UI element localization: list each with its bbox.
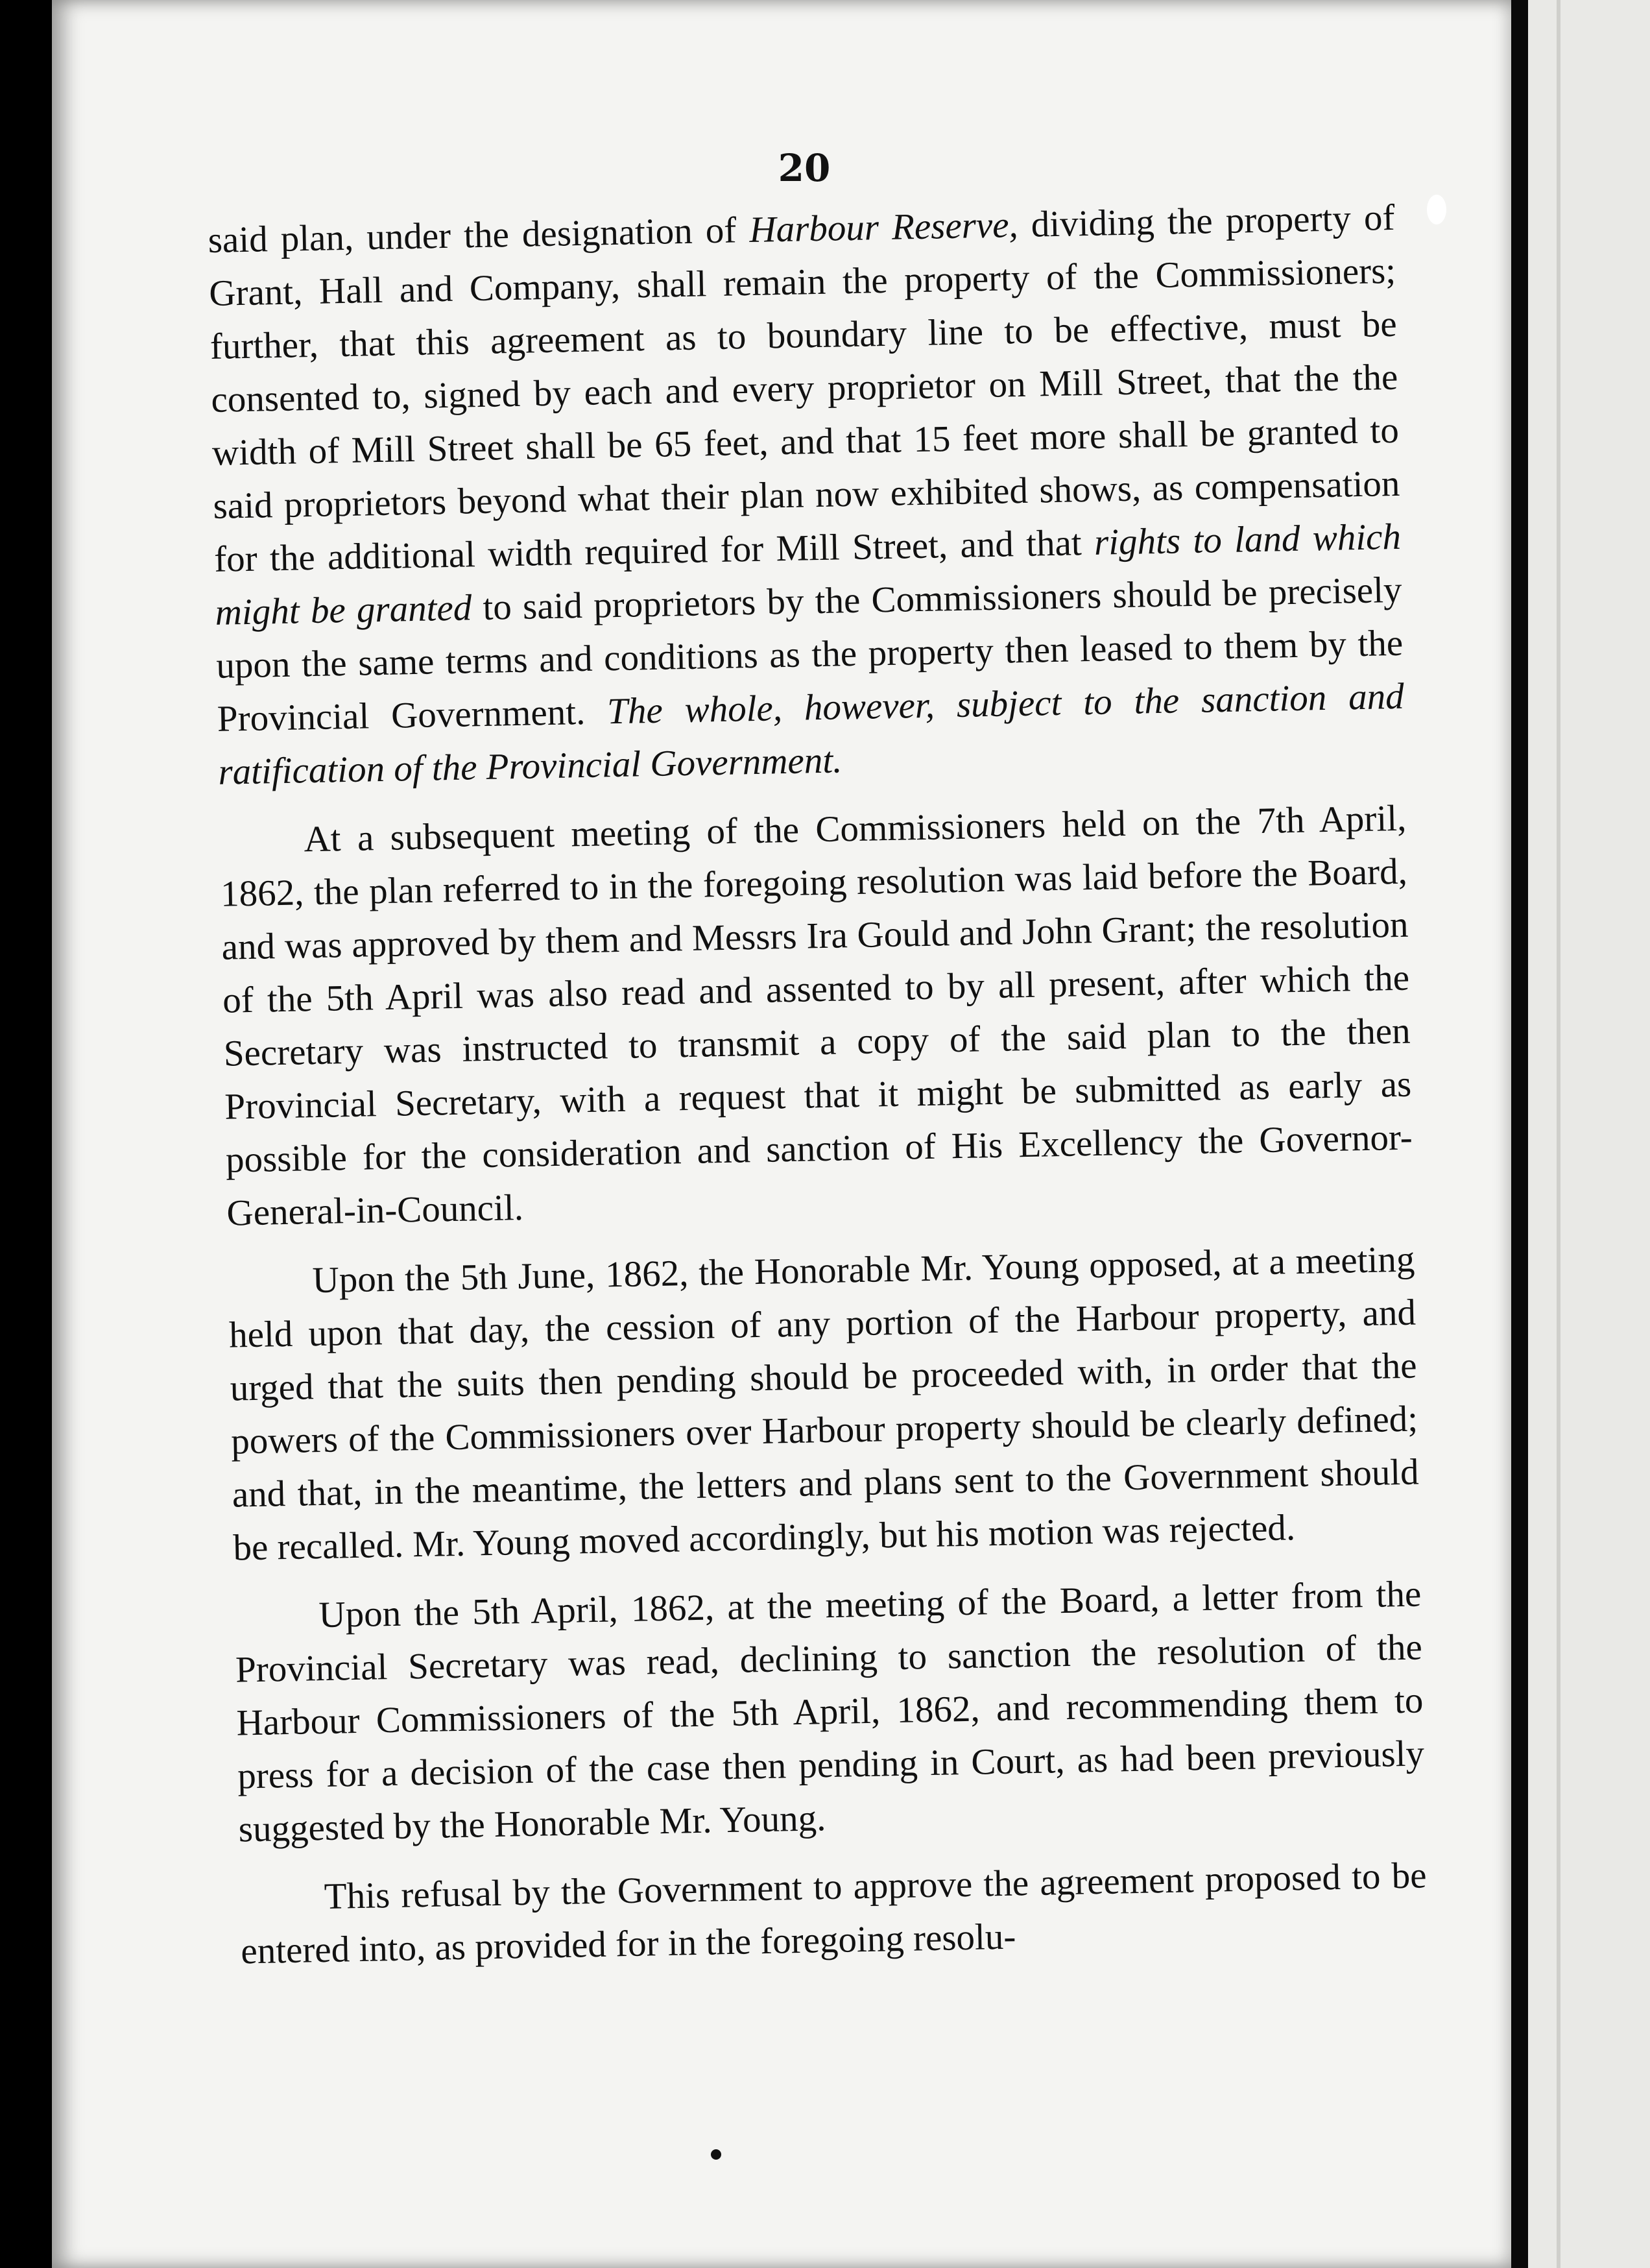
italic-text: The whole, however, subject to the sanction and ratification of the Provincial Government. xyxy=(217,675,1405,793)
adjacent-page-fold xyxy=(1557,0,1560,2268)
text-run: This refusal by the Government to approve the agreement proposed to be entered into, as provided for in the foregoing resolu- xyxy=(240,1855,1428,1972)
paragraph-4 xyxy=(234,1567,1426,1856)
paragraph-1 xyxy=(208,191,1405,799)
ink-dot xyxy=(711,2149,721,2160)
paragraph-2 xyxy=(219,792,1414,1240)
scan-border-left xyxy=(0,0,52,2268)
text-run: dividing the property of Grant, Hall and Company, shall remain the property of the Commissioners; further, that this agreement as to boundary line to be effective, must be consented to, signed by each and every proprietor on Mill Street, that the the width of Mill Street shall be 65 feet, and that 15 feet more shall be granted to said proprietors beyond what their plan now exhibited shows, as compensation for the additional width required for Mill Street, and that xyxy=(208,197,1400,580)
text-run: At a subsequent meeting of the Commissioners held on the 7th April, 1862, the plan referred to in the foregoing resolution was laid before the Board, and was approved by them and Messrs Ira Gould and John Grant; the resolution of the 5th April was also read and assented to by all present, after which the Secretary was instructed to transmit a copy of the said plan to the then Provincial Secretary, with a request that it might be submitted as early as possible for the consideration and sanction of His Excellency the Governor-General-in-Council. xyxy=(220,797,1413,1234)
binding-gutter xyxy=(1511,0,1528,2268)
text-run: to said proprietors by the Commissioners should be precisely upon the same terms and conditions as the property then leased to them by the Provincial Government. xyxy=(215,569,1404,740)
paper-speck xyxy=(1427,195,1446,224)
italic-text: Harbour Reserve, xyxy=(748,204,1019,250)
text-run: said plan, under the designation of xyxy=(208,209,750,261)
text-run: Upon the 5th April, 1862, at the meeting of the Board, a letter from the Provincial Secretary was read, declining to sanction the resolution of the Harbour Commissioners of the 5th April, 1862, and recommending them to press for a decision of the case then pending in Court, as had been previously suggested by the Honorable Mr. Young. xyxy=(235,1573,1425,1850)
text-run: Upon the 5th June, 1862, the Honorable Mr. Young opposed, at a meeting held upon that day, the cession of any portion of the Harbour property, and urged that the suits then pending should be proceeded with, in order that the powers of the Commissioners over Harbour property should be clearly defined; and that, in the meantime, the letters and plans sent to the Government should be recalled. Mr. Young moved accordingly, but his motion was rejected. xyxy=(228,1238,1420,1569)
paragraph-3 xyxy=(228,1233,1420,1575)
page-number: 20 xyxy=(778,146,831,190)
paragraph-5 xyxy=(239,1849,1428,1978)
adjacent-page-edge xyxy=(1528,0,1650,2268)
italic-text: rights to land which might be granted xyxy=(215,516,1402,633)
body-text xyxy=(208,191,1428,1994)
